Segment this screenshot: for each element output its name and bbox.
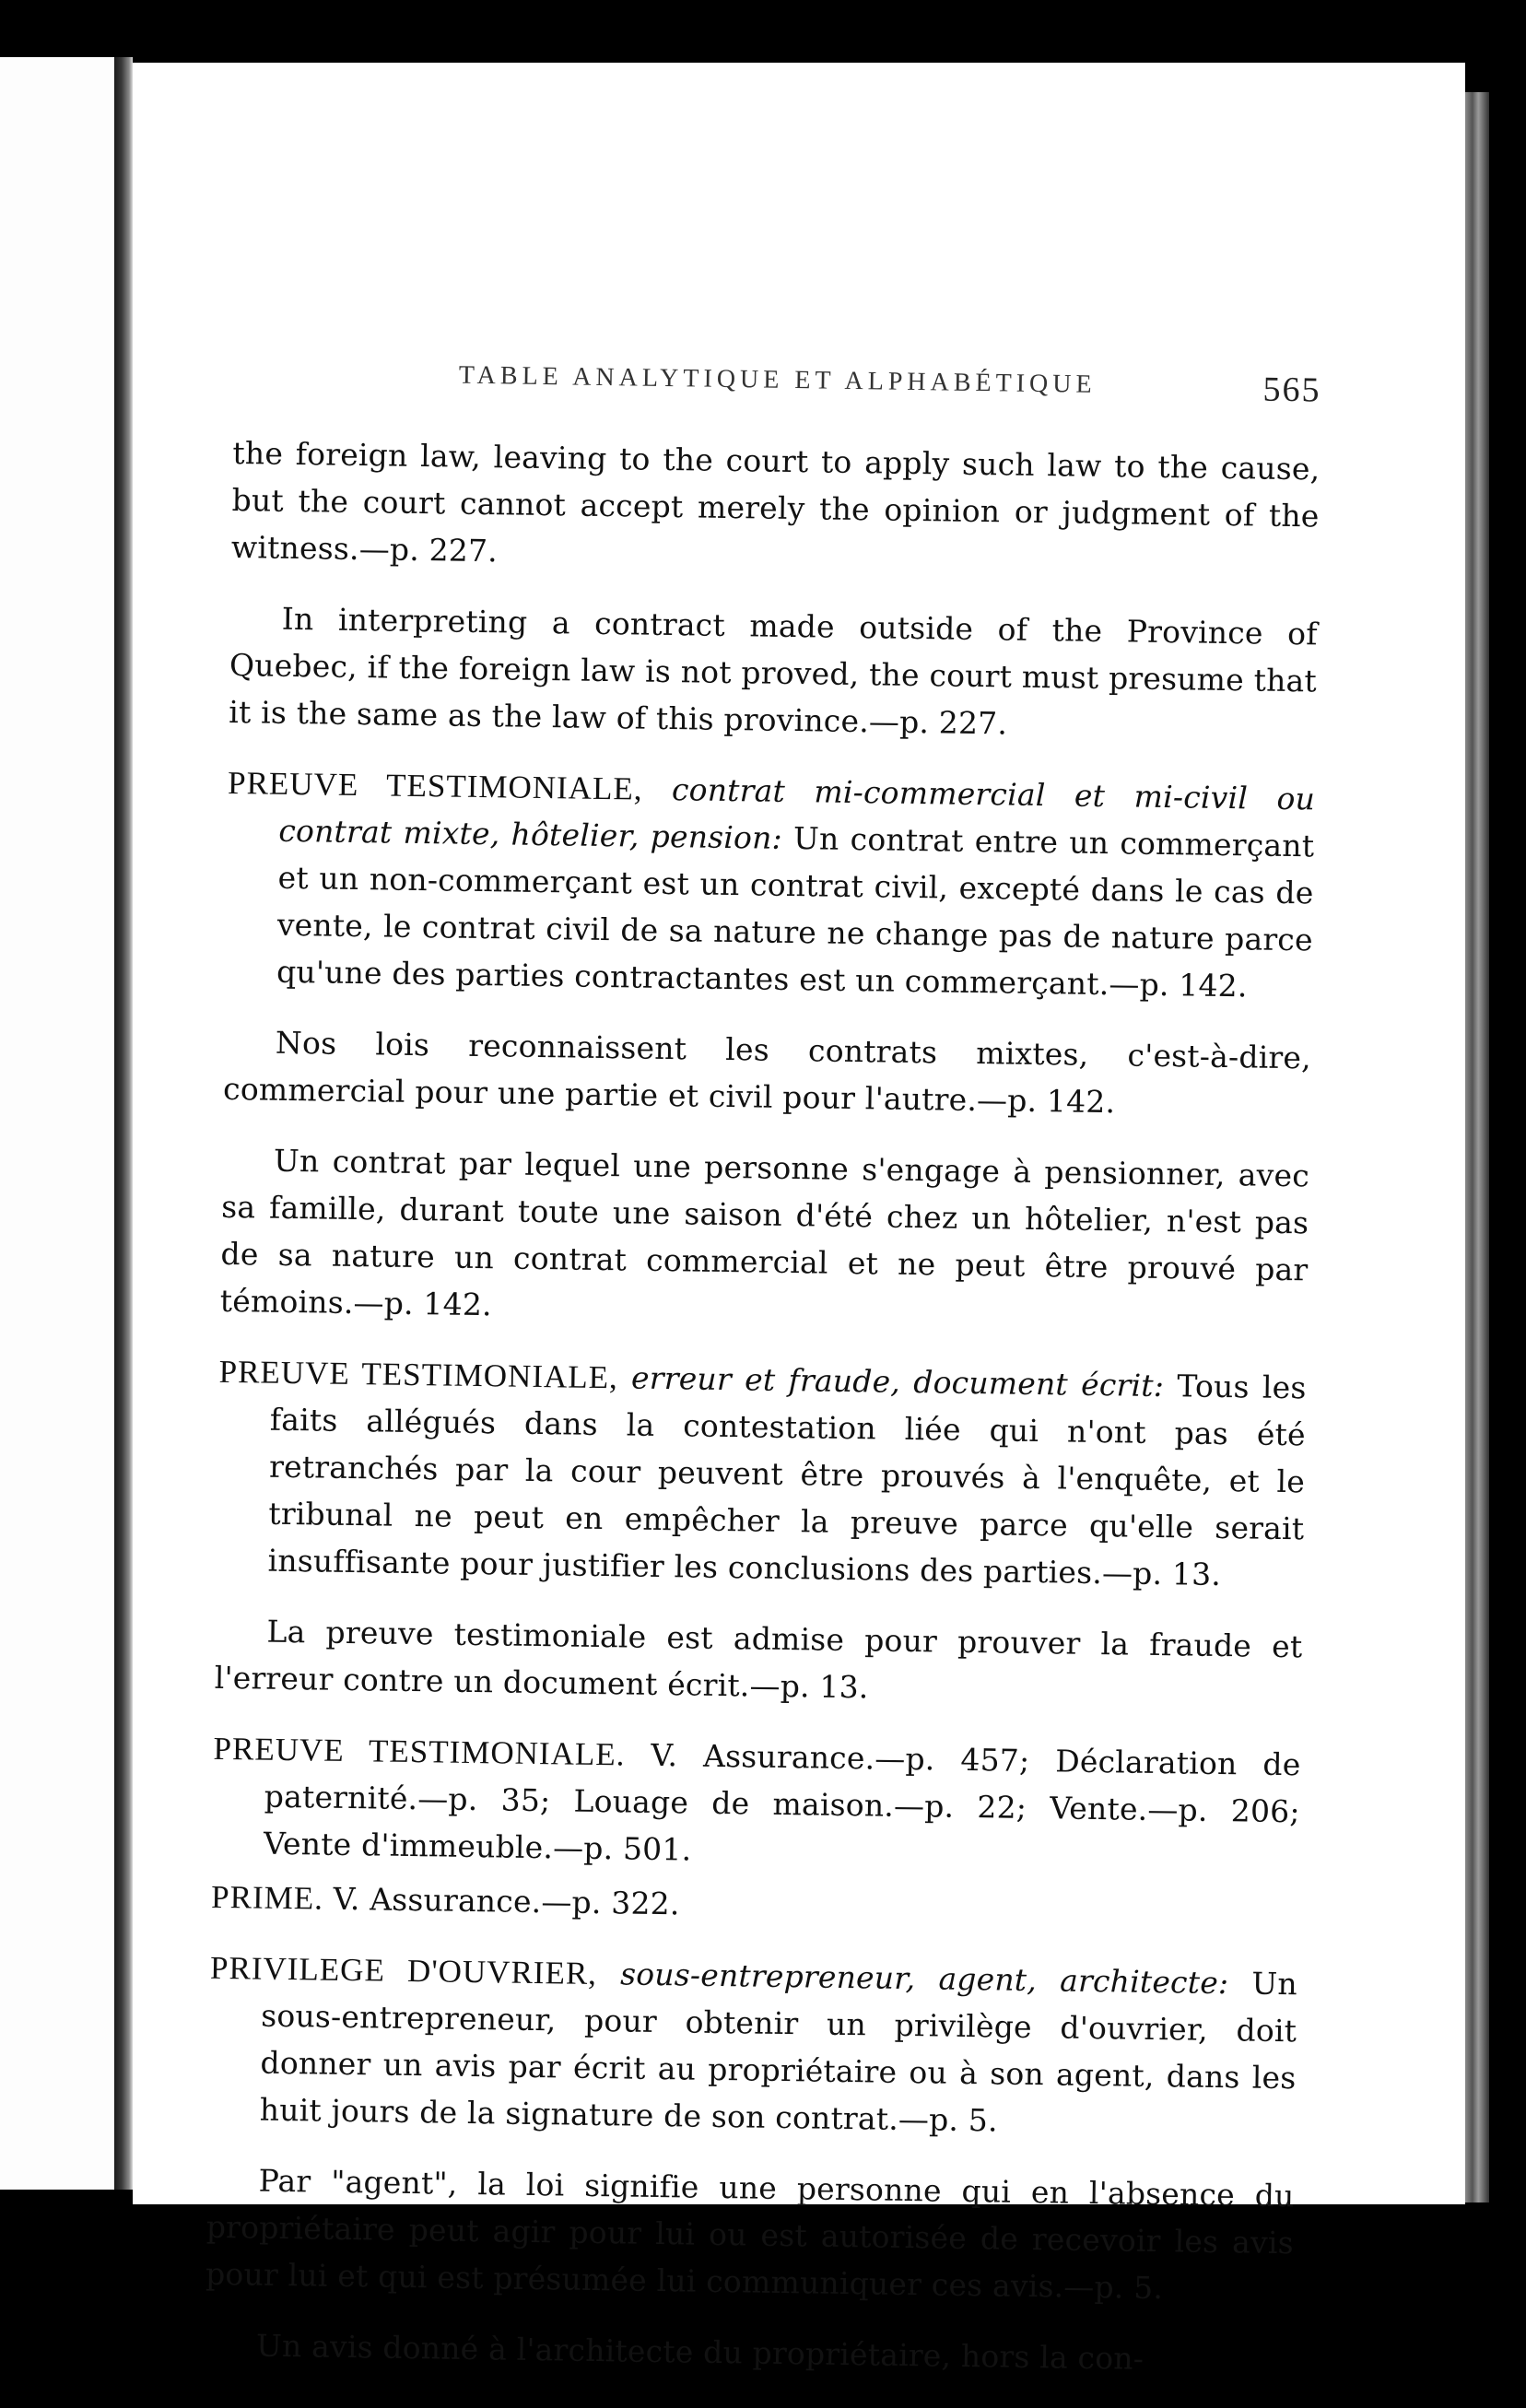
facing-page-edge [0,57,116,2190]
running-head [233,358,1321,429]
entry-headword: PREUVE TESTIMONIALE. [213,1730,626,1773]
paragraph-text: the foreign law, leaving to the court to apply such law to the cause, but the court cannot accept merely the opinion or judgment of the witness.—p. 227. [230,434,1321,570]
index-entry [207,1944,1297,2148]
entry-subject: erreur et fraude, document écrit: [630,1359,1165,1404]
paragraph [229,594,1318,751]
paragraph [205,2321,1293,2384]
entry-text: V. Assurance.—p. 322. [333,1880,680,1922]
index-entry [211,1874,1299,1936]
page-text-block [204,358,1321,2408]
paragraph [219,1136,1309,1340]
entry-headword: PREUVE TESTIMONIALE, [227,764,643,807]
paragraph-continuation [231,429,1321,586]
paragraph [214,1607,1302,1717]
entry-headword: PREUVE TESTIMONIALE, [218,1353,619,1396]
page-stack-edge [1465,92,1489,2202]
paragraph-text: Nos lois reconnaissent les contrats mixtes, c'est-à-dire, commercial pour une partie et civil pour l'autre.—p. 142. [222,1024,1312,1121]
index-entry [225,759,1316,1010]
running-head-title: TABLE ANALYTIQUE ET ALPHABÉTIQUE [458,360,1097,399]
entry-text: Tous les faits allégués dans la contestation liée qui n'ont pas été retranchés par la cour peuvent être prouvés à l'enquête, et le tribunal ne peut en empêcher la preuve parce qu'elle serait insuffisante pour justifier les conclusions des parties.—p. 13. [267,1368,1307,1593]
paragraph [205,2156,1295,2313]
book-page [133,63,1465,2377]
entry-text: Un sous-entrepreneur, pour obtenir un privilège d'ouvrier, doit donner un avis par écrit au propriétaire ou à son agent, dans les huit jours de la signature de son contrat.—p. 5. [259,1965,1298,2139]
entry-text: Un contrat entre un commerçant et un non-commerçant est un contrat civil, excepté dans le cas de vente, le contrat civil de sa nature ne change pas de nature parce qu'une des parties contractantes est un commerçant.—p. 142. [276,820,1315,1004]
entry-subject: sous-entrepreneur, agent, architecte: [619,1956,1229,2002]
entry-headword: PRIVILEGE D'OUVRIER, [209,1949,598,1992]
entry-headword: PRIME. [210,1878,324,1917]
index-entry [216,1348,1307,1599]
paragraph [223,1018,1311,1128]
page-number: 565 [1262,370,1321,410]
entry-text: V. Assurance.—p. 457; Déclaration de paternité.—p. 35; Louage de maison.—p. 22; Vente.—p. 206; Vente d'immeuble.—p. 501. [263,1736,1301,1868]
paragraph-text: Un contrat par lequel une personne s'engage à pensionner, avec sa famille, durant toute une saison d'été chez un hôtelier, n'est pas de sa nature un contrat commercial et ne peut être prouvé par témoins.—p. 142. [219,1142,1310,1323]
paragraph-text: In interpreting a contract made outside of the Province of Quebec, if the foreign law is not proved, the court must presume that it is the same as the law of this province.—p. 227. [229,600,1318,742]
paragraph-text: Un avis donné à l'architecte du propriétaire, hors la con- [255,2327,1144,2377]
paragraph-text: Par "agent", la loi signifie une personne qui en l'absence du propriétaire peut agir pour lui ou est autorisée de recevoir les avis pour lui et qui est présumée lui communiquer ces avis.—p. 5. [205,2162,1295,2307]
entry-subject: contrat mi-commercial et mi-civil ou contrat mixte, hôtelier, pension: [278,771,1316,856]
book-spine-shadow [114,57,133,2190]
paragraph-text: La preuve testimoniale est admise pour prouver la fraude et l'erreur contre un document écrit.—p. 13. [214,1613,1303,1706]
index-entry [212,1725,1301,1882]
